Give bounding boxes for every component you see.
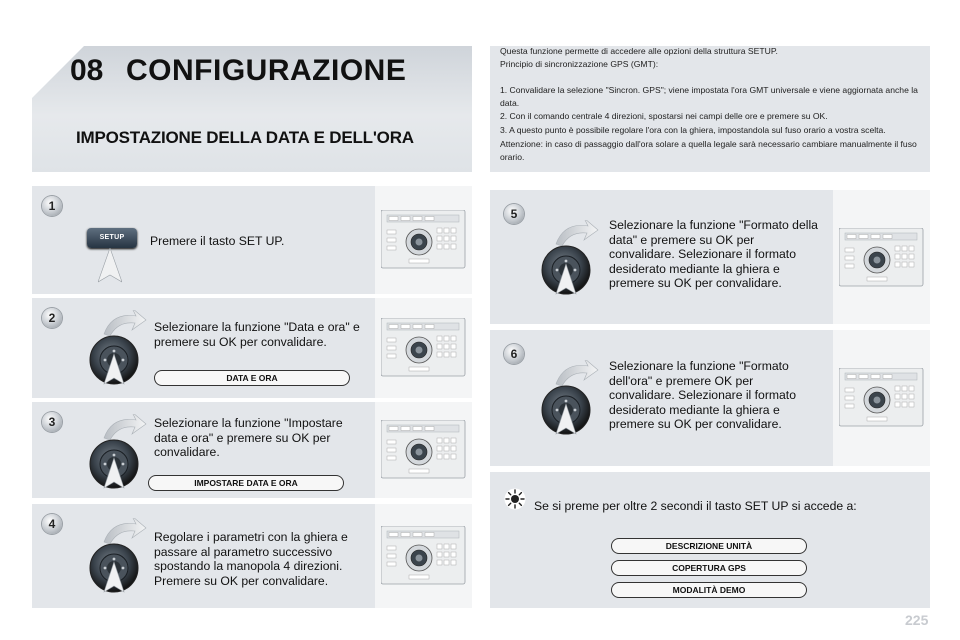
step-4-text: Regolare i parametri con la ghiera e passare al parametro successivo spostando la manopola 4 direzioni. Premere su OK per convalidare. [154, 530, 348, 588]
tip-option-pill: MODALITÀ DEMO [611, 582, 807, 598]
info-line-2: Principio di sincronizzazione GPS (GMT): [500, 59, 659, 69]
radio-image [833, 190, 930, 324]
step-number-badge: 3 [42, 412, 62, 432]
tip-text: Se si preme per oltre 2 secondi il tasto SET UP si accede a: [534, 499, 857, 513]
step-1-text: Premere il tasto SET UP. [150, 234, 285, 248]
radio-image [375, 186, 472, 294]
step-number-badge: 6 [504, 344, 524, 364]
radio-image [833, 330, 930, 466]
step-5-text: Selezionare la funzione "Formato della data" e premere su OK per convalidare. Selezionare il formato desiderato mediante la ghiera e premere su OK per convalidare. [609, 218, 818, 290]
page-subtitle: IMPOSTAZIONE DELLA DATA E DELL'ORA [76, 128, 414, 147]
radio-unit-icon [839, 368, 925, 428]
info-panel [490, 46, 930, 172]
step-4-panel [32, 504, 472, 608]
step-5-panel [490, 190, 930, 324]
page-number: 225 [905, 612, 929, 628]
step-2-panel [32, 298, 472, 398]
tip-panel [490, 472, 930, 608]
chapter-number: 08 [70, 54, 104, 87]
step-6-text: Selezionare la funzione "Formato dell'ora" e premere OK per convalidare. Selezionare il formato desiderato mediante la ghiera e premere su OK per convalidare. [609, 359, 796, 431]
lightbulb-icon [504, 488, 526, 510]
info-item-1: 1. Convalidare la selezione "Sincron. GPS"; viene impostata l'ora GMT universale e viene aggiornata anche la data. [500, 85, 918, 108]
menu-option-pill: IMPOSTARE DATA E ORA [148, 475, 344, 491]
rotary-knob-icon [86, 518, 150, 598]
info-item-4: Attenzione: in caso di passaggio dall'ora solare a quella legale sarà necessario cambiare manualmente il fuso orario. [500, 139, 917, 162]
radio-image [375, 298, 472, 398]
rotary-knob-icon [538, 360, 602, 440]
chapter-title: CONFIGURAZIONE [126, 54, 407, 87]
setup-button[interactable]: SETUP [87, 228, 137, 248]
step-number-badge: 2 [42, 308, 62, 328]
tip-option-pill: COPERTURA GPS [611, 560, 807, 576]
step-3-panel [32, 402, 472, 498]
rotary-knob-icon [86, 310, 150, 390]
radio-image [375, 402, 472, 498]
radio-unit-icon [381, 526, 467, 586]
rotary-knob-icon [86, 414, 150, 494]
step-1-panel [32, 186, 472, 294]
radio-unit-icon [381, 210, 467, 270]
step-6-panel [490, 330, 930, 466]
info-line-1: Questa funzione permette di accedere alle opzioni della struttura SETUP. [500, 46, 778, 56]
info-item-3: 3. A questo punto è possibile regolare l'ora con la ghiera, impostandola sul fuso orario a vostra scelta. [500, 125, 886, 135]
step-number-badge: 4 [42, 514, 62, 534]
menu-option-pill: DATA E ORA [154, 370, 350, 386]
info-item-2: 2. Con il comando centrale 4 direzioni, spostarsi nei campi delle ore e premere su OK. [500, 111, 828, 121]
step-number-badge: 1 [42, 196, 62, 216]
radio-unit-icon [839, 228, 925, 288]
radio-image [375, 504, 472, 608]
rotary-knob-icon [538, 220, 602, 300]
radio-unit-icon [381, 420, 467, 480]
tip-option-pill: DESCRIZIONE UNITÀ [611, 538, 807, 554]
radio-unit-icon [381, 318, 467, 378]
step-3-text: Selezionare la funzione "Impostare data e ora" e premere su OK per convalidare. [154, 416, 343, 459]
step-2-text: Selezionare la funzione "Data e ora" e premere su OK per convalidare. [154, 320, 360, 349]
chapter-header [32, 46, 472, 172]
press-arrow-icon [98, 248, 122, 284]
step-number-badge: 5 [504, 204, 524, 224]
